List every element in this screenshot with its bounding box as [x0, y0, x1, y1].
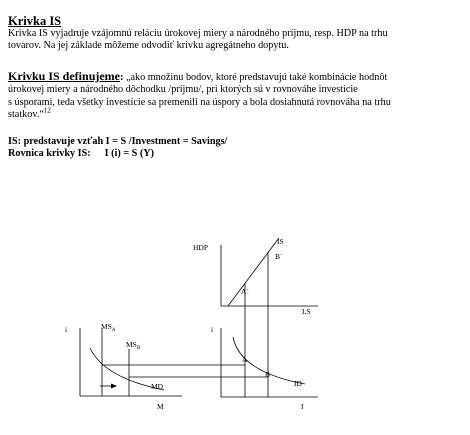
- intro-line-1: Krivka IS vyjadruje vzájomnú reláciu úrokovej miery a národného príjmu, resp. HDP na trhu: [8, 28, 388, 39]
- m-axis-label: M: [157, 402, 164, 411]
- page-title: Krivka IS: [8, 14, 62, 28]
- intro-line-2: tovarov. Na jej základe môžeme odvodiť krivku agregátneho dopytu.: [8, 40, 289, 52]
- point-b-label: B: [265, 370, 271, 379]
- definition-line-3: s úsporami, teda všetky investície sa premenili na úspory a bola dosiahnutá rovnováha na trhu: [8, 96, 391, 108]
- definition-text-4: statkov.“: [8, 108, 44, 120]
- definition-line-2: úrokovej miery a národného dôchodku /príjmu/, pri ktorých sú v rovnováhe investície: [8, 84, 358, 96]
- is-relation-line: IS: predstavuje vzťah I = S /Investment = Savings/: [8, 136, 228, 147]
- is-axis-label: I,S: [302, 307, 311, 316]
- definition-colon: :: [120, 72, 126, 83]
- is-equation-formula: I (i) = S (Y): [104, 148, 155, 160]
- b-prime-label: B´: [275, 252, 283, 261]
- definition-text-1: „ako množinu bodov, ktoré predstavujú také kombinácie hodnôt: [125, 72, 388, 83]
- arrow-head-icon: [111, 384, 117, 389]
- is-line: [228, 238, 279, 306]
- footnote-marker: 12: [43, 106, 51, 115]
- point-a-label: A: [242, 355, 248, 364]
- i-axis-label: I: [301, 402, 304, 411]
- hdp-label: HDP: [193, 243, 209, 252]
- a-prime-label: A´: [241, 287, 249, 296]
- definition-label: Krivku IS definujeme: [8, 69, 121, 83]
- id-label: ID: [294, 379, 302, 388]
- i-right-label: i: [211, 325, 214, 334]
- is-label: IS: [277, 237, 284, 246]
- md-label: MD: [151, 382, 164, 391]
- i-left-label: i: [65, 325, 68, 334]
- ms-a-label: $MS_A$: [101, 322, 116, 333]
- is-equation-label: Rovnica krivky IS:: [8, 148, 91, 160]
- ms-b-label: $MS_B$: [126, 340, 141, 351]
